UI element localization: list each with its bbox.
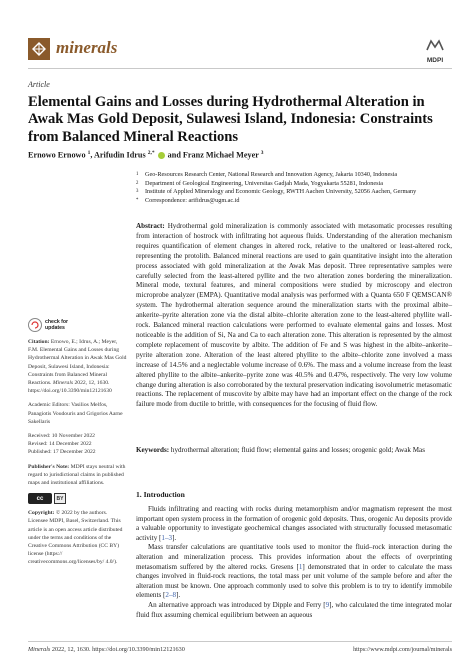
affiliation-text: Department of Geological Engineering, Universitas Gadjah Mada, Yogyakarta 55281, Indonesia — [145, 179, 383, 187]
journal-logo-icon — [28, 38, 50, 60]
affiliation-item — [136, 188, 452, 197]
author-name: Ernowo Ernowo — [28, 150, 86, 160]
publisher-note-label: Publisher's Note: — [28, 463, 70, 470]
updates-label-line2: updates — [45, 325, 65, 331]
affiliation-item — [136, 180, 452, 189]
article-title: Elemental Gains and Losses during Hydrothermal Alteration in Awak Mas Gold Deposit, Sulawesi Island, Indonesia: Constraints from Balanced Mineral Reactions — [28, 94, 433, 145]
mdpi-logo — [418, 38, 452, 64]
revised-date: Revised: 14 December 2022 — [28, 441, 92, 448]
paragraph: An alternative approach was introduced by Dipple and Ferry [9], who calculated the time integrated molar fluid flux assuming chemical equilibrium between an aqueous — [136, 600, 452, 619]
abstract-text: Hydrothermal gold mineralization is commonly associated with metasomatic processes resulting from interaction of hostrock with infiltrating hot aqueous fluids. Understanding of the alteration mechanism requires quantification of element changes in altered rock, relative to the unaltered or least-altered rock, representing the protolith. Balanced mineral reactions are used to gain quantitative insight into the alteration process associated with gold mineralization at the Awak Mas deposit. Three representative samples were carefully selected from the least-altered pyllite and the two alteration zones bordering the mineralization. Mineral mode, textural features, and mineral compositions were studied by microscopy and electron microprobe analyzer (EMPA). Quantitative modal analysis was performed with a Quanta 650 F QEMSCAN® system. The hydrothermal alteration sequence around the mineralization starts with the proximal albite–ankerite–pyrite alteration zone via the distal albite–chlorite alteration zone to the least-altered phyllite wall-rock. Balanced mineral reaction calculations were performed to evaluate elemental gains and losses. Most noticeable is the addition of Si, Na and Ca to each alteration zone. This alteration is represented by the almost complete replacement of muscovite by albite. The addition of Fe and S was highest in the albite–ankerite–pyrite alteration zone. Alteration of the least altered phyllite to the albite–chlorite zone involved a mass increase of 14.5% and a neglectable volume increase of 0.6%. The mass and a volume increase from the least altered phyllite to the albite–ankerite–pyrite zone was 40.5% and 0.47%, respectively. The very low volume change during alteration is also corroborated by the textural preservation indicating isovolumetric metasomatic reactions. The replacement of muscovite by albite may have had an important effect on the change of the rock failure mode from ductile to brittle, with consequences for the focusing of fluid flow. — [136, 222, 452, 409]
keywords-label: Keywords: — [136, 446, 170, 454]
correspondence-text: Correspondence: arifidrus@ugm.ac.id — [145, 196, 240, 204]
citation-block — [28, 338, 128, 395]
journal-name: minerals — [56, 38, 118, 57]
citation-doi[interactable]: 2022, 12, 1630. https://doi.org/10.3390/min12121630 — [28, 380, 112, 395]
author-list — [28, 148, 452, 161]
copyright-text: © 2022 by the authors. Licensee MDPI, Basel, Switzerland. This article is an open access article distributed under the terms and conditions of the Creative Commons Attribution (CC BY) license (https:// creativecommons.org/licenses/by/ 4.0/). — [28, 510, 123, 566]
footer-divider — [28, 641, 452, 642]
affiliation-number: 2 — [136, 180, 139, 186]
footer-journal-url[interactable]: https://www.mdpi.com/journal/minerals — [353, 646, 452, 653]
affiliation-text: Institute of Applied Mineralogy and Economic Geology, RWTH Aachen University, 52056 Aachen, Germany — [145, 188, 417, 196]
reference-link[interactable]: 2–8 — [165, 591, 176, 600]
publisher-note — [28, 463, 128, 488]
sidebar — [28, 318, 128, 573]
creative-commons-icon: cc — [28, 493, 52, 504]
citation-text: Ernowo, E.; Idrus, A.; Meyer, F.M. Elemental Gains and Losses during Hydrothermal Alteration in Awak Mas Gold Deposit, Sulawesi Island, Indonesia: Constraints from Balanced Mineral Reactions. — [28, 339, 127, 387]
author-affiliation-mark: 3 — [260, 150, 264, 156]
affiliations — [136, 171, 452, 205]
published-date: Published: 17 December 2022 — [28, 449, 96, 456]
abstract — [136, 222, 452, 410]
abstract-label: Abstract: — [136, 222, 165, 230]
author-affiliation-mark: 2,* — [147, 150, 155, 156]
copyright-label: Copyright: — [28, 510, 55, 517]
citation-journal: Minerals — [52, 380, 74, 387]
author-affiliation-mark: 1 — [87, 150, 91, 156]
publisher-note-text: MDPI stays neutral with regard to jurisdictional claims in published maps and institutional affiliations. — [28, 463, 126, 487]
reference-link[interactable]: 1 — [298, 562, 303, 571]
journal-header — [28, 38, 452, 66]
affiliation-text: Geo-Resources Research Center, National Research and Innovation Agency, Jakarta 10340, Indonesia — [145, 171, 398, 178]
copyright-block — [28, 509, 128, 566]
author-separator: and — [165, 150, 183, 160]
author-name: Arifudin Idrus — [94, 150, 146, 160]
footer-doi[interactable]: 2022, 12, 1630. https://doi.org/10.3390/min12121630 — [50, 646, 185, 653]
orcid-icon[interactable] — [158, 152, 165, 159]
check-for-updates-button[interactable] — [28, 318, 128, 332]
author-name: Franz Michael Meyer — [182, 150, 259, 160]
reference-link[interactable]: 1–3 — [161, 533, 173, 542]
section-heading: 1. Introduction — [136, 490, 185, 499]
refresh-icon — [28, 318, 42, 332]
header-divider — [28, 68, 452, 69]
affiliation-number: * — [136, 197, 139, 203]
article-type: Article — [28, 80, 50, 89]
affiliation-item — [136, 197, 452, 206]
paragraph: Mass transfer calculations are quantitative tools used to monitor the fluid–rock interaction during the alteration and mineralization process. This provides information about the effects of overprinting metasomatism suffered by the altered rocks. Gresens [1] demonstrated that in order to calculate the mass changes involved in fluid-rock reactions, the total mass per unit volume of the sample before and after the alteration must be known. One approach commonly used to solve this problem is to try to identify immobile elements [2–8]. — [136, 543, 452, 600]
attribution-icon: BY — [54, 493, 66, 504]
introduction-body — [136, 505, 452, 620]
cc-license-badge[interactable] — [28, 493, 128, 504]
reference-link[interactable]: 9 — [325, 600, 330, 609]
updates-label-line1: check for — [45, 319, 69, 325]
keywords — [136, 446, 452, 456]
footer-citation — [28, 646, 185, 653]
publisher-name: MDPI — [426, 57, 444, 64]
mdpi-logo-icon — [425, 39, 445, 51]
dates-block — [28, 432, 128, 457]
received-date: Received: 10 November 2022 — [28, 433, 95, 440]
affiliation-number: 3 — [136, 189, 139, 195]
affiliation-number: 1 — [136, 172, 139, 177]
affiliation-item — [136, 171, 452, 180]
citation-label: Citation: — [28, 339, 50, 345]
footer-journal: Minerals — [28, 646, 51, 653]
author-separator: , — [90, 150, 94, 160]
paragraph: Fluids infiltrating and reacting with rocks during metamorphism and/or magmatism represent the most important open system process in the formation of orogenic gold deposits. Thus, orogenic Au deposits provide a valuable opportunity to investigate geochemical changes associated with structurally focussed metasomatic activity [1–3]. — [136, 505, 452, 542]
academic-editors: Academic Editors: Vasilios Melfos, Panagiotis Voudouris and Grigorios Aarne Sakellaris — [28, 402, 123, 425]
keywords-text: hydrothermal alteration; fluid flow; elemental gains and losses; orogenic gold; Awak Mas — [170, 446, 425, 454]
